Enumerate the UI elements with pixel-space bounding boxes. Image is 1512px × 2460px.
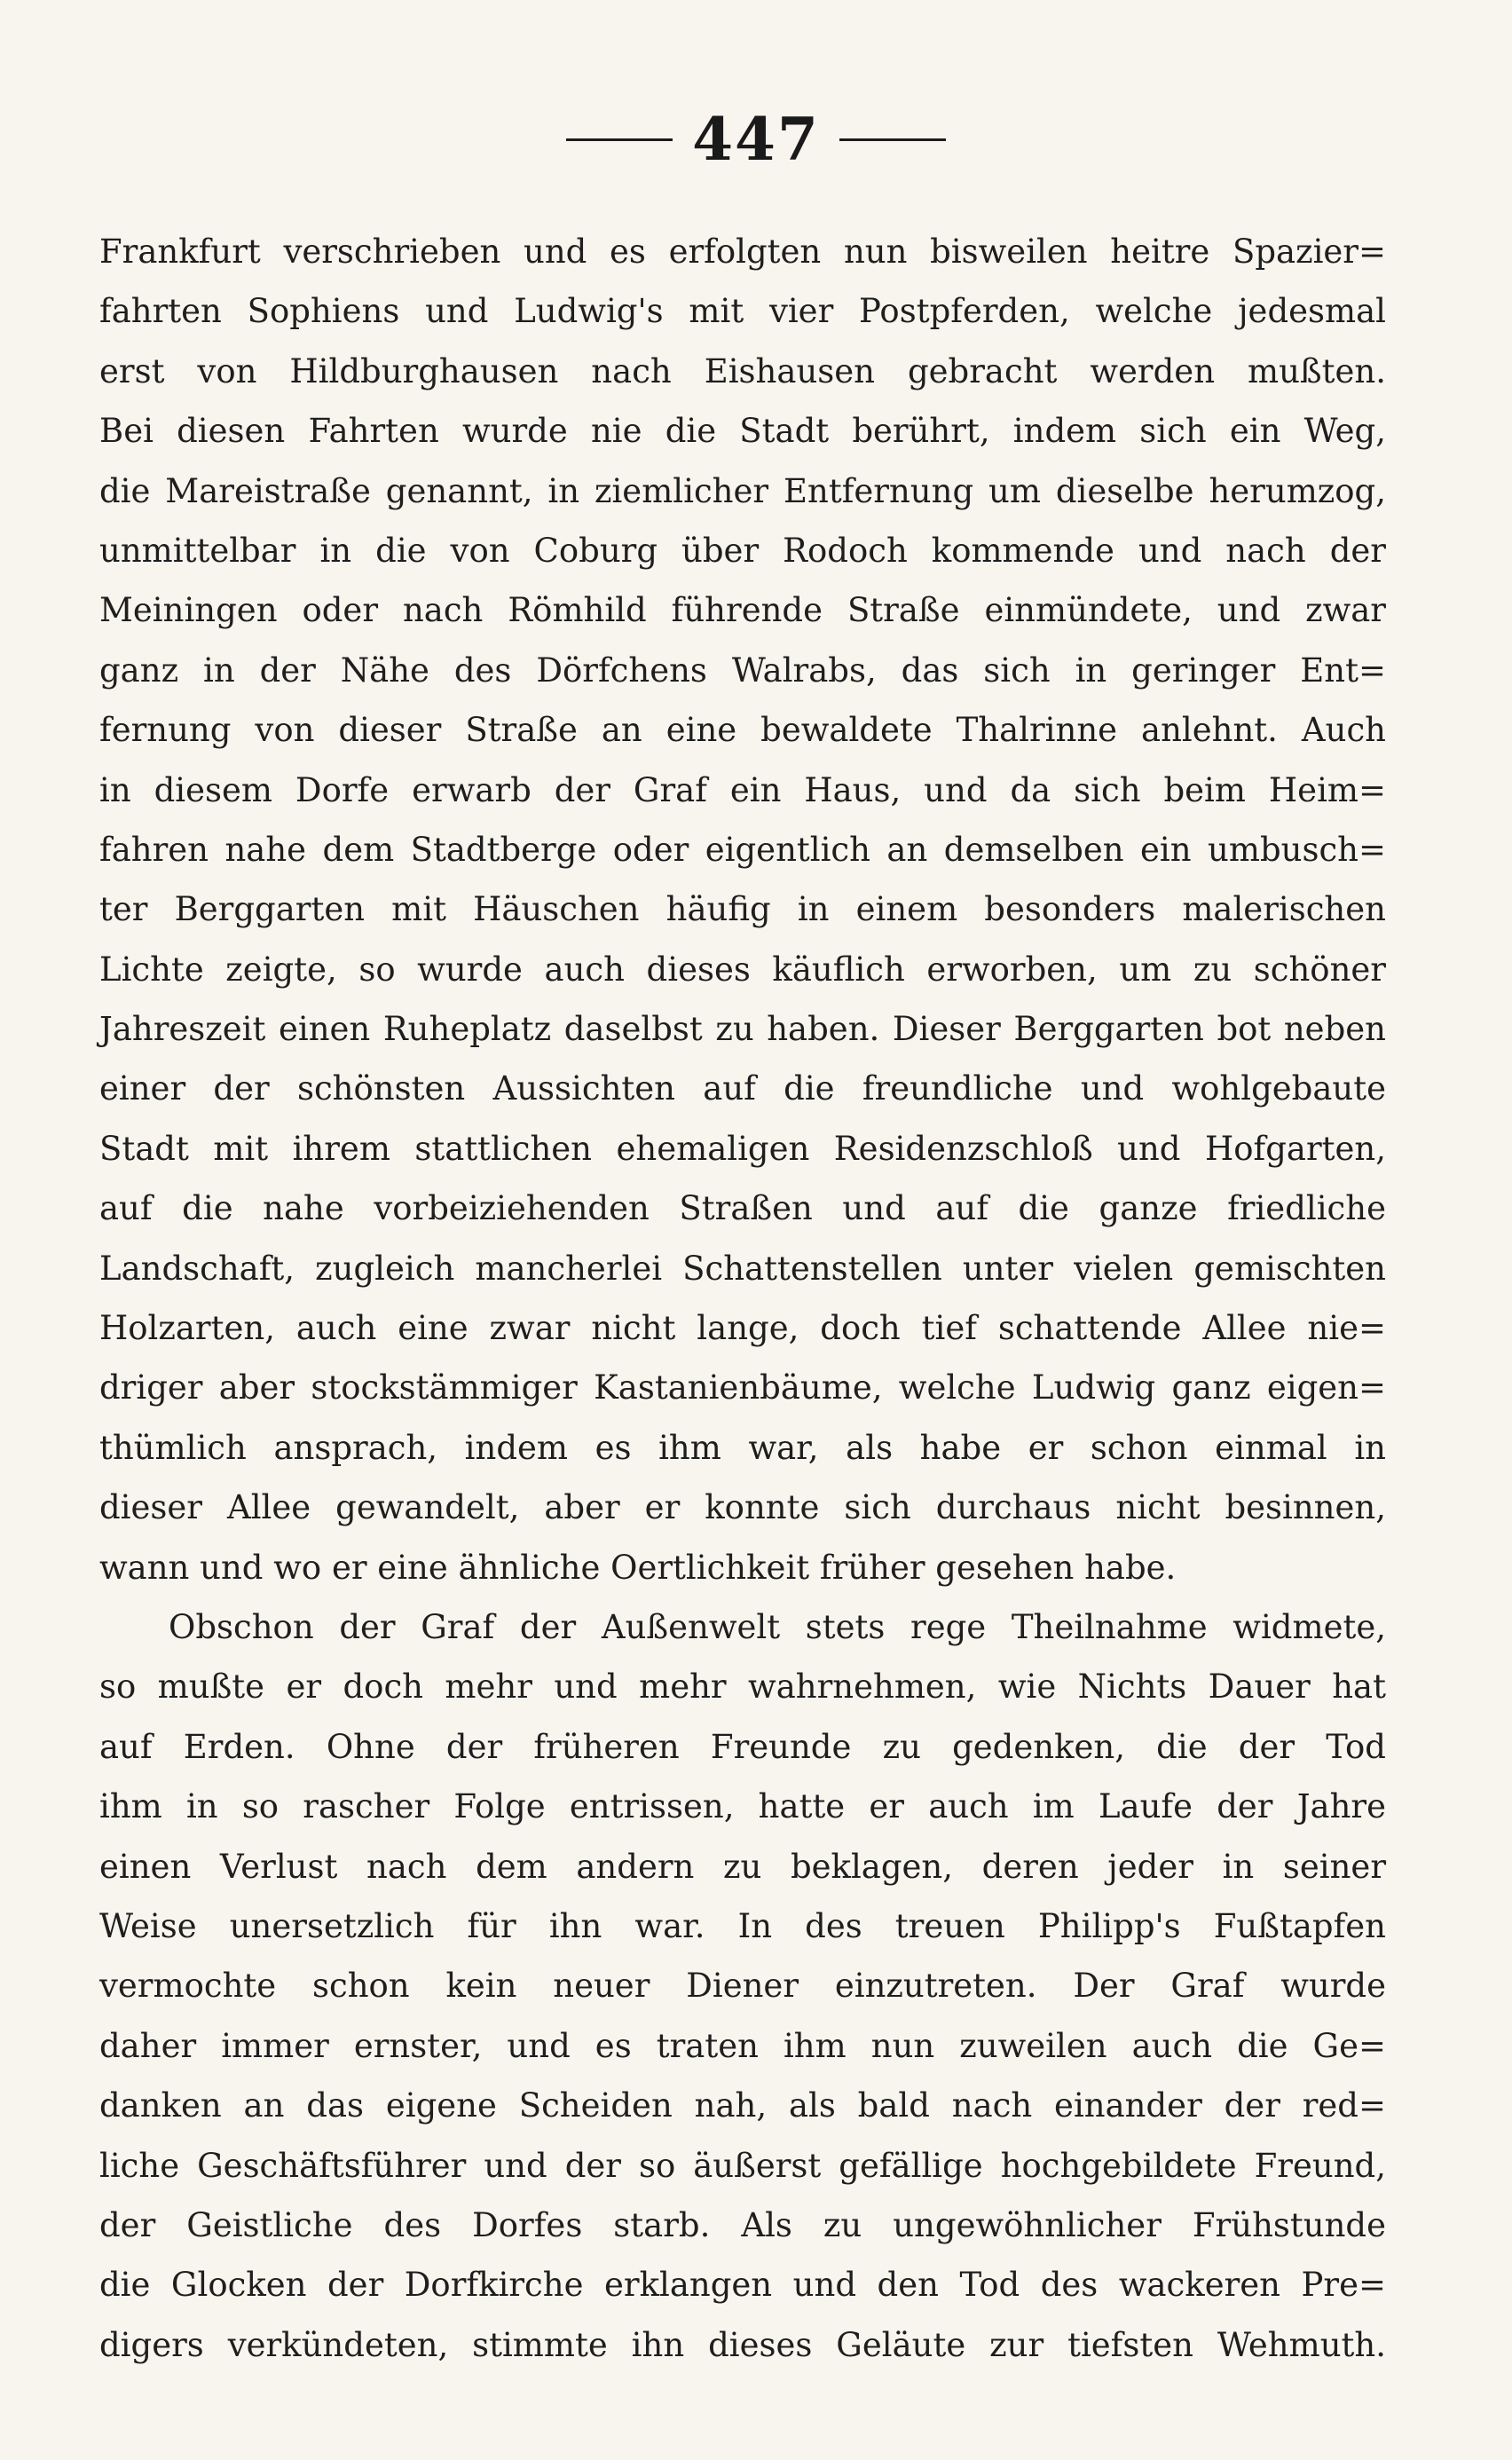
text-line: einen Verlust nach dem andern zu beklagen, deren jeder in seiner [99,1847,1386,1886]
text-line: vermochte schon kein neuer Diener einzutreten. Der Graf wurde [99,1967,1386,2006]
text-line: der Geistliche des Dorfes starb. Als zu ungewöhnlicher Frühstunde [99,2205,1386,2244]
text-line: Lichte zeigte, so wurde auch dieses käuflich erworben, um zu schöner [99,950,1386,989]
paragraph-start-line: Obschon der Graf der Außenwelt stets rege Theilnahme widmete, [169,1607,1386,1646]
page-header [0,105,1512,202]
text-line: fernung von dieser Straße an eine bewaldete Thalrinne anlehnt. Auch [99,711,1386,750]
header-rule-right [839,138,946,141]
text-line: einer der schönsten Aussichten auf die freundliche und wohlgebaute [99,1069,1386,1108]
text-line: Jahreszeit einen Ruheplatz daselbst zu haben. Dieser Berggarten bot neben [99,1010,1386,1049]
text-line: Weise unersetzlich für ihn war. In des treuen Philipp's Fußtapfen [99,1906,1386,1945]
text-line: in diesem Dorfe erwarb der Graf ein Haus, und da sich beim Heim= [99,770,1386,809]
text-line: unmittelbar in die von Coburg über Rodoch kommende und nach der [99,531,1386,570]
text-line: Meiningen oder nach Römhild führende Straße einmündete, und zwar [99,591,1386,630]
text-line: so mußte er doch mehr und mehr wahrnehmen, wie Nichts Dauer hat [99,1668,1386,1707]
text-line: digers verkündeten, stimmte ihn dieses Geläute zur tiefsten Wehmuth. [99,2325,1386,2364]
text-line: fahrten Sophiens und Ludwig's mit vier Postpferden, welche jedesmal [99,292,1386,331]
text-line: Stadt mit ihrem stattlichen ehemaligen Residenzschloß und Hofgarten, [99,1129,1386,1168]
text-line: Holzarten, auch eine zwar nicht lange, doch tief schattende Allee nie= [99,1309,1386,1348]
text-line: auf Erden. Ohne der früheren Freunde zu gedenken, die der Tod [99,1727,1386,1766]
text-line: ter Berggarten mit Häuschen häufig in einem besonders malerischen [99,890,1386,929]
text-line: dieser Allee gewandelt, aber er konnte sich durchaus nicht besinnen, [99,1488,1386,1527]
text-line: die Mareistraße genannt, in ziemlicher Entfernung um dieselbe herumzog, [99,471,1386,510]
text-line: die Glocken der Dorfkirche erklangen und den Tod des wackeren Pre= [99,2266,1386,2305]
text-line: daher immer ernster, und es traten ihm nun zuweilen auch die Ge= [99,2026,1386,2065]
text-line: ihm in so rascher Folge entrissen, hatte er auch im Laufe der Jahre [99,1787,1386,1826]
text-line: Landschaft, zugleich mancherlei Schattenstellen unter vielen gemischten [99,1249,1386,1288]
text-line: driger aber stockstämmiger Kastanienbäume, welche Ludwig ganz eigen= [99,1368,1386,1407]
text-line: auf die nahe vorbeiziehenden Straßen und auf die ganze friedliche [99,1189,1386,1228]
text-line: liche Geschäftsführer und der so äußerst gefällige hochgebildete Freund, [99,2146,1386,2185]
header-rule-left [566,138,673,141]
text-line: erst von Hildburghausen nach Eishausen gebracht werden mußten. [99,351,1386,390]
text-line: thümlich ansprach, indem es ihm war, als habe er schon einmal in [99,1428,1386,1467]
text-line: Bei diesen Fahrten wurde nie die Stadt berührt, indem sich ein Weg, [99,412,1386,451]
text-line: Frankfurt verschrieben und es erfolgten nun bisweilen heitre Spazier= [99,233,1386,271]
page-number: 447 [692,105,820,174]
body-text [99,222,1386,2375]
text-line: danken an das eigene Scheiden nah, als bald nach einander der red= [99,2086,1386,2125]
text-line: fahren nahe dem Stadtberge oder eigentlich an demselben ein umbusch= [99,830,1386,869]
text-line: ganz in der Nähe des Dörfchens Walrabs, das sich in geringer Ent= [99,650,1386,690]
paragraph-end-line: wann und wo er eine ähnliche Oertlichkeit früher gesehen habe. [99,1548,1177,1587]
